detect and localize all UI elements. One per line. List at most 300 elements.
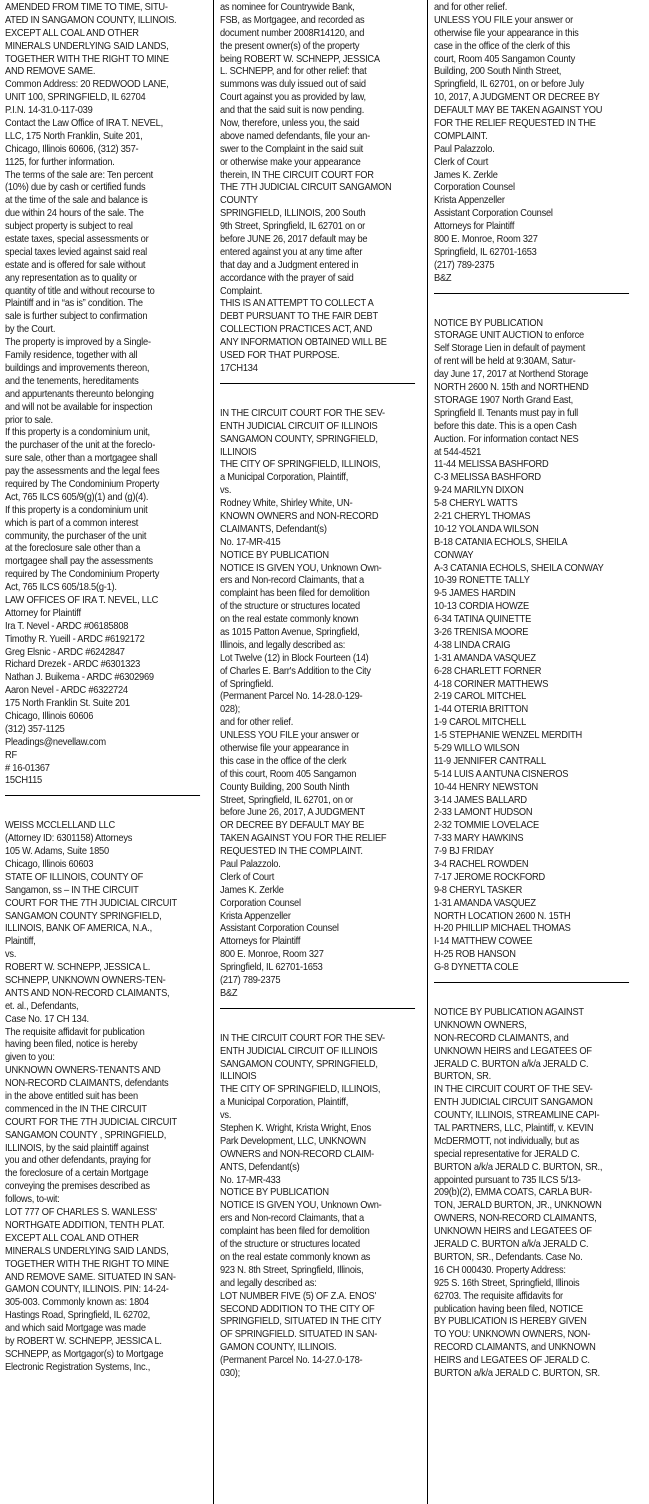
legal-notice bbox=[5, 2, 189, 788]
notice-line: Greg Elsnic - ARDC #6242847 bbox=[5, 646, 125, 658]
notice-line: vs. bbox=[220, 485, 232, 497]
notice-line: James K. Zerkle bbox=[220, 884, 284, 896]
notice-line: 028); bbox=[220, 704, 241, 716]
notice-line: Springfield, IL 62701-1653 bbox=[220, 962, 323, 974]
notice-line: Paul Palazzolo. bbox=[434, 143, 495, 155]
notice-line: ANTS, Defendant(s) bbox=[220, 1161, 300, 1173]
notice-line: 030); bbox=[220, 1367, 241, 1379]
notice-line: 3-26 TRENISA MOORE bbox=[434, 626, 529, 638]
notice-line: UNKNOWN HEIRS and LEGATEES OF bbox=[434, 1045, 592, 1057]
notice-line: and the tenements, hereditaments bbox=[5, 375, 139, 387]
notice-line: IN THE CIRCUIT COURT FOR THE SEV- bbox=[220, 407, 385, 419]
notice-line: 5-29 WILLO WILSON bbox=[434, 742, 520, 754]
legal-notice bbox=[220, 1033, 404, 1381]
notice-line: Sangamon, ss – IN THE CIRCUIT bbox=[5, 884, 139, 896]
notice-line: Illinois, and legally described as: bbox=[220, 639, 346, 651]
notice-line: Street, Springfield, IL 62701, on or bbox=[220, 794, 353, 806]
notice-line: 15CH115 bbox=[5, 775, 42, 787]
notice-line: THE 7TH JUDICIAL CIRCUIT SANGAMON bbox=[220, 182, 392, 194]
notice-line: H-25 ROB HANSON bbox=[434, 949, 516, 961]
notice-line: of this court, Room 405 Sangamon bbox=[220, 768, 357, 780]
notice-line: 16 CH 000430. Property Address: bbox=[434, 1264, 566, 1276]
notice-line: quantity of title and without recourse to bbox=[5, 285, 155, 297]
notice-line: Hastings Road, Springfield, IL 62702, bbox=[5, 1310, 150, 1322]
notice-line: 10-44 HENRY NEWSTON bbox=[434, 781, 539, 793]
notice-line: the purchaser of the unit at the foreclo- bbox=[5, 440, 156, 452]
notice-line: special taxes levied against said real bbox=[5, 246, 147, 258]
notice-line: 10, 2017, A JUDGMENT OR DECREE BY bbox=[434, 92, 600, 104]
notice-line: BY PUBLICATION IS HEREBY GIVEN bbox=[434, 1316, 587, 1328]
notice-line: SANGAMON COUNTY SPRINGFIELD, bbox=[5, 910, 162, 922]
notice-line: UNKNOWN OWNERS, bbox=[434, 1019, 527, 1031]
notice-line: therein, IN THE CIRCUIT COURT FOR bbox=[220, 169, 374, 181]
notice-line: LLC, 175 North Franklin, Suite 201, bbox=[5, 130, 143, 142]
column-3 bbox=[434, 2, 618, 1381]
notice-line: TAL PARTNERS, LLC, Plaintiff, v. KEVIN bbox=[434, 1123, 594, 1135]
notice-line: at the time of the sale and balance is bbox=[5, 195, 148, 207]
legal-notice bbox=[5, 820, 189, 1374]
notice-line: this case in the office of the clerk bbox=[220, 755, 347, 767]
notice-line: Plaintiff, bbox=[5, 936, 36, 948]
notice-line: HEIRS and LEGATEES OF JERALD C. bbox=[434, 1355, 590, 1367]
notice-line: Electronic Registration Systems, Inc., bbox=[5, 1361, 151, 1373]
notice-line: NON-RECORD CLAIMANTS, and bbox=[434, 1032, 569, 1044]
notice-line: NON-RECORD CLAIMANTS, defendants bbox=[5, 1078, 169, 1090]
notice-line: day June 17, 2017 at Northend Storage bbox=[434, 369, 589, 381]
column-2 bbox=[220, 2, 404, 1381]
notice-line: accordance with the prayer of said bbox=[220, 272, 354, 284]
notice-line: 62703. The requisite affidavits for bbox=[434, 1290, 563, 1302]
notice-line: UNLESS YOU FILE your answer or bbox=[434, 14, 573, 26]
notice-line: 1-9 CAROL MITCHELL bbox=[434, 717, 527, 729]
notice-line: that day and a Judgment entered in bbox=[220, 259, 359, 271]
notice-line: ATED IN SANGAMON COUNTY, ILLINOIS. bbox=[5, 14, 177, 26]
notice-line: B-18 CATANIA ECHOLS, SHEILA bbox=[434, 536, 568, 548]
notice-line: 3-14 JAMES BALLARD bbox=[434, 794, 527, 806]
notice-line: publication having been filed, NOTICE bbox=[434, 1303, 583, 1315]
notice-line: conveying the premises described as bbox=[5, 1181, 150, 1193]
notice-line: Paul Palazzolo. bbox=[220, 859, 281, 870]
notice-line: ILLINOIS bbox=[220, 446, 257, 458]
notice-line: 7-9 BJ FRIDAY bbox=[434, 846, 494, 858]
notice-line: 105 W. Adams, Suite 1850 bbox=[5, 846, 109, 858]
notice-line: NOTICE BY PUBLICATION bbox=[220, 1187, 329, 1199]
notice-line: and which said Mortgage was made bbox=[5, 1323, 146, 1335]
notice-line: UNKNOWN HEIRS and LEGATEES OF bbox=[434, 1226, 592, 1238]
notice-line: Krista Appenzeller bbox=[434, 195, 505, 207]
notice-line: MINERALS UNDERLYING SAID LANDS, bbox=[5, 1245, 169, 1257]
notice-line: BURTON a/k/a JERALD C. BURTON, SR., bbox=[434, 1161, 603, 1173]
notice-line: BURTON, SR., Defendants. Case No. bbox=[434, 1251, 583, 1263]
notice-line: Pleadings@nevellaw.com bbox=[5, 736, 106, 748]
notice-line: a Municipal Corporation, Plaintiff, bbox=[220, 472, 349, 484]
notice-line: on the real estate commonly known as bbox=[220, 1251, 371, 1263]
notice-line: Springfield Il. Tenants must pay in full bbox=[434, 407, 578, 419]
notice-line: AMENDED FROM TIME TO TIME, SITU- bbox=[5, 2, 168, 13]
notice-line: ILLINOIS, by the said plaintiff against bbox=[5, 1142, 149, 1154]
notice-line: GAMON COUNTY, ILLINOIS. bbox=[220, 1342, 337, 1354]
notice-line: 9-24 MARILYN DIXON bbox=[434, 485, 524, 497]
notice-line: any representation as to quality or bbox=[5, 272, 137, 284]
notice-line: Case No. 17 CH 134. bbox=[5, 1013, 89, 1025]
notice-line: 9th Street, Springfield, IL 62701 on or bbox=[220, 221, 366, 233]
notice-line: Corporation Counsel bbox=[434, 182, 515, 194]
notice-line: 2-33 LAMONT HUDSON bbox=[434, 807, 533, 819]
notice-line: NOTICE IS GIVEN YOU, Unknown Own- bbox=[220, 562, 382, 574]
notice-line: and for other relief. bbox=[220, 717, 294, 729]
notice-line: County Building, 200 South Ninth bbox=[220, 781, 350, 793]
notice-line: NORTH 2600 N. 15th and NORTHEND bbox=[434, 382, 589, 394]
notice-line: The property is improved by a Single- bbox=[5, 337, 151, 349]
notice-line: Clerk of Court bbox=[434, 156, 489, 168]
notice-line: Springfield, IL 62701, on or before July bbox=[434, 79, 584, 91]
notice-line: TON, JERALD BURTON, JR., UNKNOWN bbox=[434, 1200, 602, 1212]
notice-line: SPRINGFIELD, SITUATED IN THE CITY bbox=[220, 1316, 382, 1328]
notice-line: CLAIMANTS, Defendant(s) bbox=[220, 523, 327, 535]
notice-line: James K. Zerkle bbox=[434, 169, 498, 181]
notice-line: BURTON, SR. bbox=[434, 1071, 491, 1083]
notice-line: SPRINGFIELD, ILLINOIS, 200 South bbox=[220, 208, 366, 220]
notice-line: required by The Condominium Property bbox=[5, 569, 160, 581]
notice-line: SANGAMON COUNTY, SPRINGFIELD, bbox=[220, 433, 378, 445]
notice-line: NORTHGATE ADDITION, TENTH PLAT. bbox=[5, 1219, 165, 1231]
column-1 bbox=[5, 2, 189, 1375]
notice-line: of Springfield. bbox=[220, 678, 274, 690]
notice-line: 6-34 TATINA QUINETTE bbox=[434, 614, 532, 626]
notice-line: subject property is subject to real bbox=[5, 221, 133, 233]
notice-line: Act, 765 ILCS 605/9(g)(1) and (g)(4). bbox=[5, 491, 149, 503]
notice-line: ANTS AND NON-RECORD CLAIMANTS, bbox=[5, 987, 170, 999]
notice-line: ers and Non-record Claimants, that a bbox=[220, 575, 364, 587]
notice-line: 2-32 TOMMIE LOVELACE bbox=[434, 820, 539, 832]
notice-line: SANGAMON COUNTY, SPRINGFIELD, bbox=[220, 1058, 378, 1070]
notice-divider bbox=[5, 795, 200, 796]
notice-line: NOTICE BY PUBLICATION bbox=[434, 317, 543, 329]
notice-line: ENTH JUDICIAL CIRCUIT OF ILLINOIS bbox=[220, 420, 378, 432]
notice-line: 1125, for further information. bbox=[5, 156, 115, 168]
notice-line: Ira T. Nevel - ARDC #06185808 bbox=[5, 620, 129, 632]
notice-line: above named defendants, file your an- bbox=[220, 130, 370, 142]
notice-line: (Permanent Parcel No. 14-28.0-129- bbox=[220, 691, 363, 703]
notice-line: THIS IS AN ATTEMPT TO COLLECT A bbox=[220, 298, 374, 310]
notice-line: ENTH JUDICIAL CIRCUIT OF ILLINOIS bbox=[220, 1045, 378, 1057]
notice-line: 11-44 MELISSA BASHFORD bbox=[434, 459, 549, 471]
notice-line: COMPLAINT. bbox=[434, 130, 488, 142]
notice-line: required by The Condominium Property bbox=[5, 478, 160, 490]
notice-line: STORAGE UNIT AUCTION to enforce bbox=[434, 330, 584, 342]
notice-line: sale is further subject to confirmation bbox=[5, 311, 148, 323]
notice-line: IN THE CIRCUIT COURT FOR THE SEV- bbox=[220, 1032, 385, 1044]
notice-line: 4-18 CORINER MATTHEWS bbox=[434, 678, 549, 690]
notice-line: complaint has been filed for demolition bbox=[220, 588, 370, 600]
notice-line: court, Room 405 Sangamon County bbox=[434, 53, 576, 65]
column-rule bbox=[427, 0, 428, 1504]
notice-line: Common Address: 20 REDWOOD LANE, bbox=[5, 79, 169, 91]
notice-divider bbox=[434, 293, 629, 294]
notice-line: 5-14 LUIS A ANTUNA CISNEROS bbox=[434, 768, 569, 780]
notice-line: Auction. For information contact NES bbox=[434, 433, 579, 445]
notice-line: TOGETHER WITH THE RIGHT TO MINE bbox=[5, 53, 169, 65]
notice-line: 10-13 CORDIA HOWZE bbox=[434, 601, 529, 613]
notice-line: B&Z bbox=[434, 272, 452, 284]
notice-line: A-3 CATANIA ECHOLS, SHEILA CONWAY bbox=[434, 562, 604, 574]
notice-line: estate taxes, special assessments or bbox=[5, 234, 149, 246]
notice-line: Lot Twelve (12) in Block Fourteen (14) bbox=[220, 652, 369, 664]
legal-notice bbox=[434, 318, 618, 975]
notice-line: 2-19 CAROL MITCHEL bbox=[434, 691, 527, 703]
notice-line: KNOWN OWNERS and NON-RECORD bbox=[220, 510, 379, 522]
notice-line: vs. bbox=[220, 1110, 232, 1122]
notice-line: and appurtenants thereunto belonging bbox=[5, 388, 154, 400]
notice-line: mortgagee shall pay the assessments bbox=[5, 556, 153, 568]
notice-line: et. al., Defendants, bbox=[5, 1000, 79, 1012]
notice-line: Now, therefore, unless you, the said bbox=[220, 118, 360, 130]
notice-line: of Charles E. Barr's Addition to the City bbox=[220, 665, 371, 677]
notice-line: OWNERS and NON-RECORD CLAIM- bbox=[220, 1148, 375, 1160]
notice-line: Act, 765 ILCS 605/18.5(g-1). bbox=[5, 582, 117, 594]
notice-line: given to you: bbox=[5, 1052, 55, 1064]
notice-line: RF bbox=[5, 749, 17, 761]
notice-line: COURT FOR THE 7TH JUDICIAL CIRCUIT bbox=[5, 897, 177, 909]
notice-line: IN THE CIRCUIT COURT OF THE SEV- bbox=[434, 1084, 593, 1096]
notice-line: RECORD CLAIMANTS, and UNKNOWN bbox=[434, 1342, 596, 1354]
notice-divider bbox=[220, 1008, 415, 1009]
notice-line: Chicago, Illinois 60606 bbox=[5, 710, 94, 722]
notice-line: 923 N. 8th Street, Springfield, Illinois, bbox=[220, 1264, 364, 1276]
notice-line: follows, to-wit: bbox=[5, 1194, 60, 1206]
notice-line: AND REMOVE SAME. bbox=[5, 66, 96, 78]
notice-line: commenced in the IN THE CIRCUIT bbox=[5, 1103, 147, 1115]
notice-line: GAMON COUNTY, ILLINOIS. PIN: 14-24- bbox=[5, 1284, 169, 1296]
notice-line: 209(b)(2), EMMA COATS, CARLA BUR- bbox=[434, 1187, 592, 1199]
notice-line: (312) 357-1125 bbox=[5, 723, 65, 735]
notice-line: pay the assessments and the legal fees bbox=[5, 466, 160, 478]
notice-line: COUNTY, ILLINOIS, STREAMLINE CAPI- bbox=[434, 1110, 600, 1122]
notice-line: 1-44 OTERIA BRITTON bbox=[434, 704, 529, 716]
notice-line: of the structure or structures located bbox=[220, 601, 360, 613]
notice-line: Richard Drezek - ARDC #6301323 bbox=[5, 659, 141, 671]
notice-line: document number 2008R14120, and bbox=[220, 27, 365, 39]
notice-line: ROBERT W. SCHNEPP, JESSICA L. bbox=[5, 962, 151, 974]
notice-line: If this property is a condominium unit, bbox=[5, 427, 150, 439]
notice-line: case in the office of the clerk of this bbox=[434, 40, 570, 52]
notice-line: STORAGE 1907 North Grand East, bbox=[434, 394, 574, 406]
notice-line: the present owner(s) of the property bbox=[220, 40, 360, 52]
notice-line: by the Court. bbox=[5, 324, 56, 336]
notice-line: COUNTY bbox=[220, 195, 258, 207]
notice-line: TOGETHER WITH THE RIGHT TO MINE bbox=[5, 1258, 169, 1270]
notice-line: 4-38 LINDA CRAIG bbox=[434, 639, 511, 651]
notice-line: ers and Non-record Claimants, that a bbox=[220, 1213, 364, 1225]
notice-line: Court against you as provided by law, bbox=[220, 92, 366, 104]
notice-line: Krista Appenzeller bbox=[220, 910, 291, 922]
notice-line: being ROBERT W. SCHNEPP, JESSICA bbox=[220, 53, 380, 65]
notice-line: WEISS MCCLELLAND LLC bbox=[5, 820, 115, 832]
notice-line: as 1015 Patton Avenue, Springfield, bbox=[220, 626, 360, 638]
notice-line: ANY INFORMATION OBTAINED WILL BE bbox=[220, 337, 387, 349]
notice-line: which is part of a common interest bbox=[5, 517, 139, 529]
notice-line: Park Development, LLC, UNKNOWN bbox=[220, 1135, 366, 1147]
notice-line: Chicago, Illinois 60603 bbox=[5, 859, 94, 870]
notice-line: USED FOR THAT PURPOSE. bbox=[220, 350, 340, 362]
notice-line: 9-5 JAMES HARDIN bbox=[434, 588, 516, 600]
notice-line: or otherwise make your appearance bbox=[220, 156, 361, 168]
notice-line: LAW OFFICES OF IRA T. NEVEL, LLC bbox=[5, 594, 159, 606]
notice-line: Attorneys for Plaintiff bbox=[220, 936, 301, 948]
notice-line: Attorneys for Plaintiff bbox=[434, 221, 515, 233]
notice-line: McDERMOTT, not individually, but as bbox=[434, 1135, 580, 1147]
notice-line: Corporation Counsel bbox=[220, 897, 301, 909]
notice-line: 9-8 CHERYL TASKER bbox=[434, 884, 523, 896]
notice-line: 1-5 STEPHANIE WENZEL MERDITH bbox=[434, 730, 583, 742]
notice-line: L. SCHNEPP, and for other relief: that bbox=[220, 66, 367, 78]
notice-line: DEBT PURSUANT TO THE FAIR DEBT bbox=[220, 311, 378, 323]
notice-line: 1-31 AMANDA VASQUEZ bbox=[434, 897, 536, 909]
notice-line: SCHNEPP, UNKNOWN OWNERS-TEN- bbox=[5, 975, 166, 987]
notice-line: EXCEPT ALL COAL AND OTHER bbox=[5, 1232, 139, 1244]
notice-line: UNKNOWN OWNERS-TENANTS AND bbox=[5, 1065, 161, 1077]
notice-line: AND REMOVE SAME. SITUATED IN SAN- bbox=[5, 1271, 176, 1283]
notice-line: FOR THE RELIEF REQUESTED IN THE bbox=[434, 118, 596, 130]
notice-line: TO YOU: UNKNOWN OWNERS, NON- bbox=[434, 1329, 591, 1341]
legal-notice bbox=[220, 2, 404, 376]
notice-line: Family residence, together with all bbox=[5, 350, 138, 362]
notice-line: SANGAMON COUNTY , SPRINGFIELD, bbox=[5, 1129, 167, 1141]
notice-line: LOT 777 OF CHARLES S. WANLESS' bbox=[5, 1207, 157, 1219]
notice-line: 1-31 AMANDA VASQUEZ bbox=[434, 652, 536, 664]
notice-line: OF SPRINGFIELD. SITUATED IN SAN- bbox=[220, 1329, 378, 1341]
notice-line: Chicago, Illinois 60606, (312) 357- bbox=[5, 143, 139, 155]
notice-line: H-20 PHILLIP MICHAEL THOMAS bbox=[434, 923, 571, 935]
notice-line: C-3 MELISSA BASHFORD bbox=[434, 472, 541, 484]
notice-line: JERALD C. BURTON a/k/a JERALD C. bbox=[434, 1058, 589, 1070]
notice-line: appointed pursuant to 735 ILCS 5/13- bbox=[434, 1174, 581, 1186]
notice-line: of rent will be held at 9:30AM, Satur- bbox=[434, 356, 576, 368]
notice-line: due within 24 hours of the sale. The bbox=[5, 208, 144, 220]
notice-line: (217) 789-2375 bbox=[220, 975, 281, 987]
notice-line: 7-33 MARY HAWKINS bbox=[434, 833, 524, 845]
notice-line: P.I.N. 14-31.0-117-039 bbox=[5, 105, 93, 117]
notice-line: 800 E. Monroe, Room 327 bbox=[434, 234, 538, 246]
notice-line: 17CH134 bbox=[220, 362, 258, 374]
notice-line: otherwise file your appearance in bbox=[220, 742, 349, 754]
notice-line: otherwise file your appearance in this bbox=[434, 27, 579, 39]
notice-line: having been filed, notice is hereby bbox=[5, 1039, 138, 1051]
notice-line: 6-28 CHARLETT FORNER bbox=[434, 665, 542, 677]
notice-line: a Municipal Corporation, Plaintiff, bbox=[220, 1097, 349, 1109]
notice-line: as nominee for Countrywide Bank, bbox=[220, 2, 355, 13]
notice-line: at 544-4521 bbox=[434, 446, 482, 458]
notice-line: Stephen K. Wright, Krista Wright, Enos bbox=[220, 1123, 371, 1135]
notice-line: Self Storage Lien in default of payment bbox=[434, 343, 586, 355]
notice-line: THE CITY OF SPRINGFIELD, ILLINOIS, bbox=[220, 459, 381, 471]
notice-line: EXCEPT ALL COAL AND OTHER bbox=[5, 27, 139, 39]
notice-line: SCHNEPP, as Mortgagor(s) to Mortgage bbox=[5, 1348, 164, 1360]
notice-line: G-8 DYNETTA COLE bbox=[434, 962, 519, 974]
notice-line: CONWAY bbox=[434, 549, 474, 561]
notice-line: the foreclosure of a certain Mortgage bbox=[5, 1168, 149, 1180]
notice-line: before JUNE 26, 2017 default may be bbox=[220, 234, 368, 246]
notice-line: 800 E. Monroe, Room 327 bbox=[220, 949, 324, 961]
notice-line: I-14 MATTHEW COWEE bbox=[434, 936, 533, 948]
notice-line: 925 S. 16th Street, Springfield, Illinois bbox=[434, 1277, 580, 1289]
notice-line: 7-17 JEROME ROCKFORD bbox=[434, 871, 545, 883]
notice-line: COLLECTION PRACTICES ACT, AND bbox=[220, 324, 373, 336]
notice-line: Clerk of Court bbox=[220, 871, 275, 883]
notice-line: Attorney for Plaintiff bbox=[5, 607, 81, 619]
notice-line: entered against you at any time after bbox=[220, 246, 363, 258]
notice-line: in the above entitled suit has been bbox=[5, 1091, 138, 1103]
notice-line: OWNERS, NON-RECORD CLAIMANTS, bbox=[434, 1213, 597, 1225]
notice-line: (217) 789-2375 bbox=[434, 259, 495, 271]
notice-line: ENTH JUDICIAL CIRCUIT SANGAMON bbox=[434, 1097, 593, 1109]
notice-line: COURT FOR THE 7TH JUDICIAL CIRCUIT bbox=[5, 1116, 177, 1128]
notice-line: 10-39 RONETTE TALLY bbox=[434, 575, 530, 587]
notice-line: summons was duly issued out of said bbox=[220, 79, 366, 91]
notice-line: THE CITY OF SPRINGFIELD, ILLINOIS, bbox=[220, 1084, 381, 1096]
notice-line: (10%) due by cash or certified funds bbox=[5, 182, 146, 194]
notice-line: buildings and improvements thereon, bbox=[5, 362, 150, 374]
notice-line: Timothy R. Yueill - ARDC #6192172 bbox=[5, 633, 145, 645]
notice-line: Building, 200 South Ninth Street, bbox=[434, 66, 562, 78]
notice-line: Nathan J. Buikema - ARDC #6302969 bbox=[5, 672, 154, 684]
column-rule bbox=[213, 0, 214, 1504]
notice-line: before June 26, 2017, A JUDGMENT bbox=[220, 807, 365, 819]
notice-line: If this property is a condominium unit bbox=[5, 504, 148, 516]
notice-divider bbox=[434, 982, 629, 983]
notice-line: ILLINOIS, BANK OF AMERICA, N.A., bbox=[5, 923, 152, 935]
legal-notice bbox=[434, 2, 618, 286]
notice-line: 3-4 RACHEL ROWDEN bbox=[434, 859, 529, 870]
notice-line: by ROBERT W. SCHNEPP, JESSICA L. bbox=[5, 1335, 162, 1347]
notice-line: NOTICE BY PUBLICATION AGAINST bbox=[434, 1007, 584, 1019]
notice-line: vs. bbox=[5, 949, 17, 961]
notice-line: on the real estate commonly known bbox=[220, 614, 359, 626]
notice-line: Complaint. bbox=[220, 285, 263, 297]
notice-line: Assistant Corporation Counsel bbox=[434, 208, 553, 220]
notice-line: and legally described as: bbox=[220, 1277, 317, 1289]
notice-line: ILLINOIS bbox=[220, 1071, 257, 1083]
notice-line: prior to sale. bbox=[5, 414, 53, 426]
notice-line: LOT NUMBER FIVE (5) OF Z.A. ENOS' bbox=[220, 1290, 377, 1302]
notice-line: (Permanent Parcel No. 14-27.0-178- bbox=[220, 1355, 363, 1367]
notice-line: BURTON a/k/a JERALD C. BURTON, SR. bbox=[434, 1367, 600, 1379]
notice-line: NORTH LOCATION 2600 N. 15TH bbox=[434, 910, 571, 922]
notice-line: 10-12 YOLANDA WILSON bbox=[434, 523, 539, 535]
notice-line: (Attorney ID: 6301158) Attorneys bbox=[5, 833, 133, 845]
notice-line: UNLESS YOU FILE your answer or bbox=[220, 730, 359, 742]
notice-line: Springfield, IL 62701-1653 bbox=[434, 246, 537, 258]
notice-line: UNIT 100, SPRINGFIELD, IL 62704 bbox=[5, 92, 146, 104]
notice-line: TAKEN AGAINST YOU FOR THE RELIEF bbox=[220, 833, 387, 845]
notice-line: at the foreclosure sale other than a bbox=[5, 543, 141, 555]
notice-line: you and other defendants, praying for bbox=[5, 1155, 151, 1167]
notice-line: 2-21 CHERYL THOMAS bbox=[434, 510, 531, 522]
notice-line: STATE OF ILLINOIS, COUNTY OF bbox=[5, 871, 144, 883]
notice-line: JERALD C. BURTON a/k/a JERALD C. bbox=[434, 1239, 589, 1251]
notice-line: B&Z bbox=[220, 987, 238, 999]
notice-line: and will not be available for inspection bbox=[5, 401, 153, 413]
notice-line: before this date. This is a open Cash bbox=[434, 420, 577, 432]
notice-line: Assistant Corporation Counsel bbox=[220, 923, 339, 935]
notice-line: Rodney White, Shirley White, UN- bbox=[220, 498, 353, 510]
notice-line: REQUESTED IN THE COMPLAINT. bbox=[220, 846, 363, 858]
notice-line: swer to the Complaint in the said suit bbox=[220, 143, 364, 155]
notice-line: OR DECREE BY DEFAULT MAY BE bbox=[220, 820, 365, 832]
notice-line: and for other relief. bbox=[434, 2, 508, 13]
notice-line: DEFAULT MAY BE TAKEN AGAINST YOU bbox=[434, 105, 603, 117]
notice-line: 11-9 JENNIFER CANTRALL bbox=[434, 755, 546, 767]
